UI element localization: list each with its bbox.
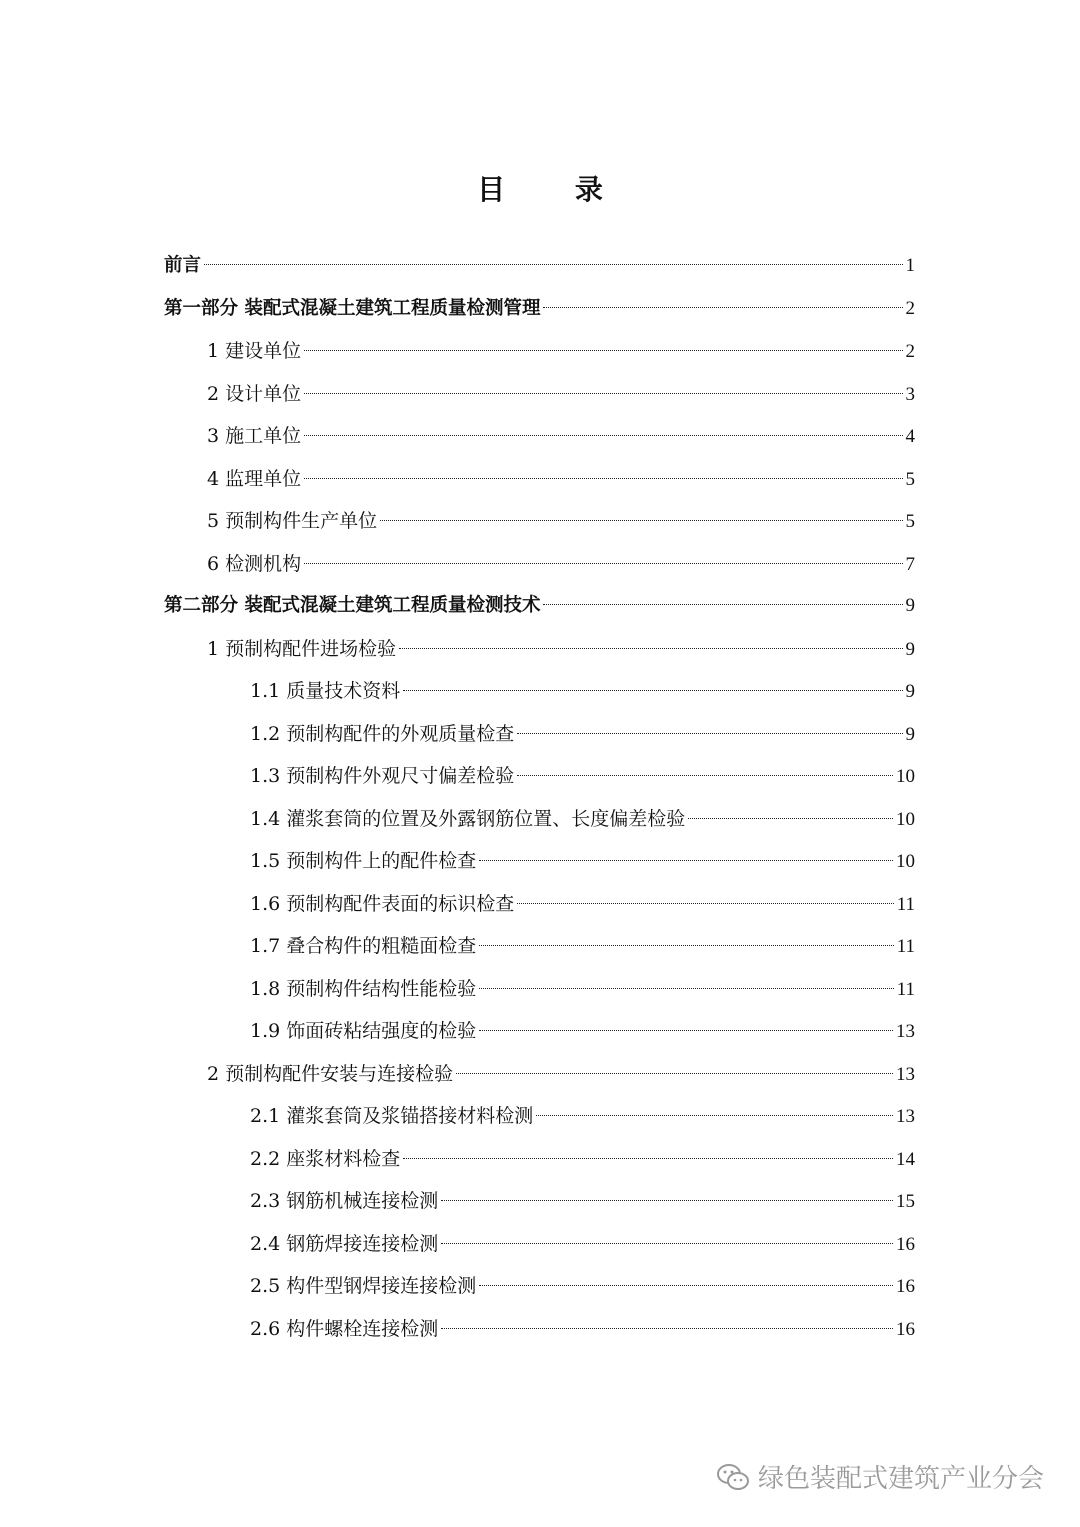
toc-entry-page: 11 — [896, 978, 915, 1000]
toc-entry[interactable] — [250, 1270, 915, 1302]
toc-entry-page: 1 — [905, 255, 915, 276]
toc-entry-title: 2.4 钢筋焊接连接检测 — [250, 1232, 439, 1255]
toc-entry-title: 1.6 预制构配件表面的标识检查 — [250, 892, 515, 915]
toc-entry-page: 13 — [896, 1021, 915, 1042]
toc-entry-page: 16 — [896, 1318, 915, 1340]
toc-entry[interactable] — [207, 1058, 915, 1090]
toc-entry[interactable] — [250, 718, 915, 750]
watermark-text: 绿色装配式建筑产业分会 — [757, 1464, 1044, 1494]
toc-entry-title: 1.9 饰面砖粘结强度的检验 — [250, 1020, 477, 1042]
toc-entry[interactable] — [250, 803, 915, 835]
toc-entry-page: 3 — [905, 383, 915, 405]
toc-entry[interactable] — [250, 1313, 915, 1345]
toc-entry[interactable] — [250, 845, 915, 877]
toc-leader-dots — [456, 1073, 893, 1074]
toc-leader-dots — [479, 1030, 893, 1031]
toc-leader-dots — [441, 1200, 893, 1201]
toc-entry-page: 4 — [905, 426, 915, 447]
toc-entry-title: 1.5 预制构件上的配件检查 — [250, 850, 477, 872]
toc-entry[interactable] — [250, 760, 915, 792]
page-title: 目 录 — [477, 173, 633, 206]
toc-leader-dots — [517, 903, 893, 904]
toc-entry[interactable] — [164, 590, 915, 622]
toc-entry[interactable] — [207, 420, 915, 452]
toc-entry-title: 5 预制构件生产单位 — [207, 510, 378, 532]
toc-entry-title: 2.2 座浆材料检查 — [250, 1147, 401, 1170]
toc-entry[interactable] — [207, 378, 915, 410]
toc-leader-dots — [441, 1243, 893, 1244]
toc-entry[interactable] — [250, 1185, 915, 1217]
toc-entry-page: 13 — [896, 1063, 915, 1085]
toc-entry-page: 5 — [905, 511, 915, 532]
toc-entry-page: 9 — [905, 681, 915, 702]
toc-entry-title: 1 建设单位 — [207, 340, 302, 362]
toc-leader-dots — [399, 648, 902, 649]
toc-entry-title: 1.1 质量技术资料 — [250, 680, 401, 702]
toc-leader-dots — [441, 1328, 893, 1329]
toc-entry[interactable] — [250, 1015, 915, 1047]
toc-leader-dots — [479, 860, 893, 861]
wechat-icon — [716, 1462, 750, 1492]
toc-entry-page: 10 — [896, 808, 915, 830]
toc-entry[interactable] — [207, 633, 915, 665]
toc-leader-dots — [304, 393, 902, 394]
toc-entry-page: 13 — [896, 1106, 915, 1127]
toc-entry-title: 1.8 预制构件结构性能检验 — [250, 977, 477, 1000]
toc-entry-title: 第二部分 装配式混凝土建筑工程质量检测技术 — [164, 595, 541, 616]
toc-entry-page: 10 — [896, 766, 915, 787]
toc-leader-dots — [479, 1285, 893, 1286]
toc-entry[interactable] — [250, 1143, 915, 1175]
toc-leader-dots — [403, 1158, 893, 1159]
toc-entry-title: 2.1 灌浆套筒及浆锚搭接材料检测 — [250, 1105, 534, 1127]
toc-entry-page: 9 — [905, 595, 915, 616]
toc-entry[interactable] — [207, 335, 915, 367]
toc-entry-title: 6 检测机构 — [207, 552, 302, 575]
toc-entry-title: 前言 — [164, 255, 202, 276]
toc-leader-dots — [536, 1115, 893, 1116]
toc-entry-title: 4 监理单位 — [207, 467, 302, 490]
toc-entry-page: 15 — [896, 1191, 915, 1212]
toc-entry-title: 3 施工单位 — [207, 425, 302, 447]
toc-entry-title: 2.3 钢筋机械连接检测 — [250, 1190, 439, 1212]
toc-entry-title: 第一部分 装配式混凝土建筑工程质量检测管理 — [164, 297, 541, 319]
toc-entry[interactable] — [207, 505, 915, 537]
watermark — [716, 1458, 1044, 1495]
toc-leader-dots — [304, 478, 902, 479]
toc-entry-title: 1.4 灌浆套筒的位置及外露钢筋位置、长度偏差检验 — [250, 807, 686, 830]
toc-entry[interactable] — [250, 1100, 915, 1132]
toc-entry-page: 9 — [905, 638, 915, 660]
toc-entry[interactable] — [207, 463, 915, 495]
toc-entry[interactable] — [250, 930, 915, 962]
toc-entry-page: 7 — [905, 553, 915, 575]
toc-entry-page: 10 — [896, 851, 915, 872]
toc-leader-dots — [304, 350, 902, 351]
toc-leader-dots — [204, 264, 902, 265]
toc-entry[interactable] — [164, 250, 915, 282]
toc-leader-dots — [688, 818, 893, 819]
toc-leader-dots — [403, 690, 902, 691]
toc-leader-dots — [517, 733, 902, 734]
toc-leader-dots — [543, 604, 902, 605]
toc-entry[interactable] — [250, 973, 915, 1005]
toc-entry-page: 2 — [905, 341, 915, 362]
toc-leader-dots — [517, 775, 893, 776]
toc-entry[interactable] — [164, 293, 915, 325]
toc-entry-page: 11 — [896, 893, 915, 915]
toc-entry-page: 9 — [905, 723, 915, 745]
toc-entry-title: 2 设计单位 — [207, 382, 302, 405]
toc-leader-dots — [380, 520, 902, 521]
toc-entry-page: 14 — [896, 1148, 915, 1170]
toc-entry-page: 5 — [905, 468, 915, 490]
toc-entry-page: 16 — [896, 1276, 915, 1297]
toc-entry-page: 2 — [905, 297, 915, 319]
toc-entry-title: 1 预制构配件进场检验 — [207, 637, 397, 660]
toc-entry[interactable] — [250, 675, 915, 707]
toc-entry-title: 1.3 预制构件外观尺寸偏差检验 — [250, 765, 515, 787]
toc-entry[interactable] — [250, 888, 915, 920]
toc-leader-dots — [304, 435, 902, 436]
toc-entry-title: 2.5 构件型钢焊接连接检测 — [250, 1275, 477, 1297]
toc-entry-title: 2 预制构配件安装与连接检验 — [207, 1062, 454, 1085]
toc-leader-dots — [479, 988, 893, 989]
toc-entry[interactable] — [207, 548, 915, 580]
toc-leader-dots — [479, 945, 893, 946]
toc-entry-page: 16 — [896, 1233, 915, 1255]
toc-entry-title: 2.6 构件螺栓连接检测 — [250, 1317, 439, 1340]
toc-entry-title: 1.7 叠合构件的粗糙面检查 — [250, 935, 477, 957]
toc-entry-title: 1.2 预制构配件的外观质量检查 — [250, 722, 515, 745]
toc-leader-dots — [304, 563, 902, 564]
toc-entry-page: 11 — [896, 936, 915, 957]
toc-entry[interactable] — [250, 1228, 915, 1260]
toc-leader-dots — [543, 307, 902, 308]
